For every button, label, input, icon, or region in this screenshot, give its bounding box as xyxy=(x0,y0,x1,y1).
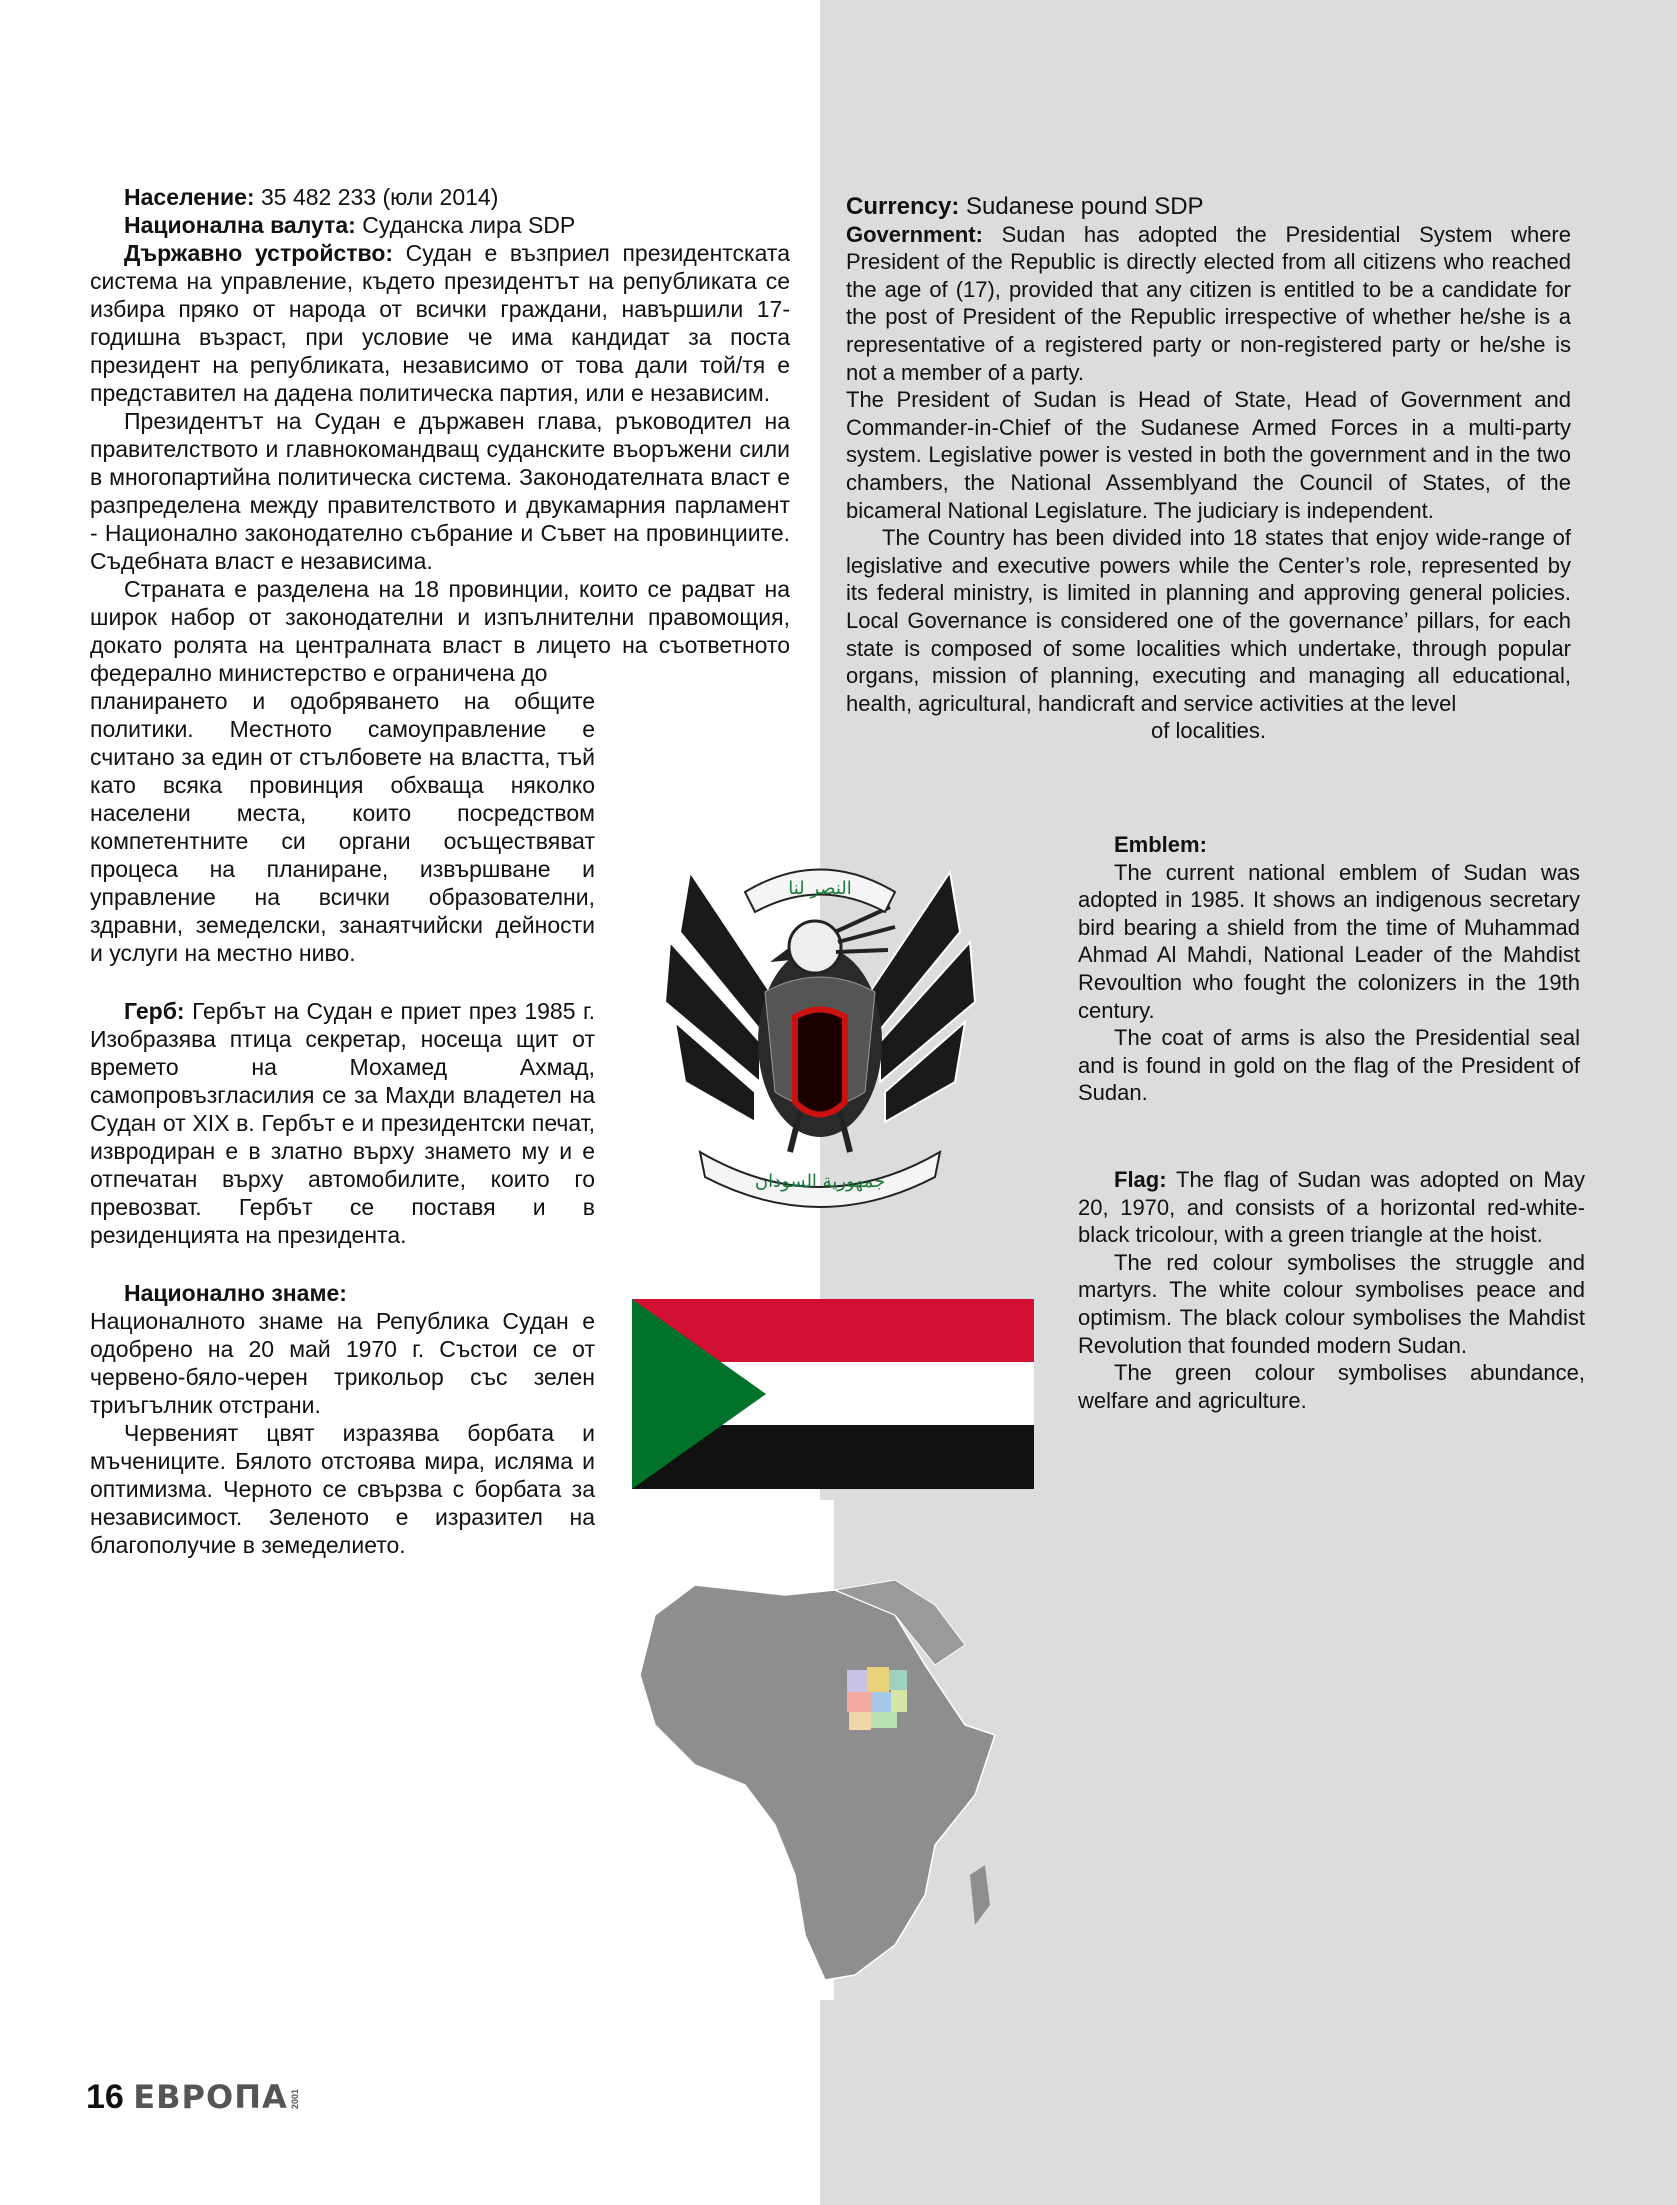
president-paragraph: Президентът на Судан е държавен глава, ръководител на правителството и главнокомандващ суданските въоръжени сили в многопартийна политическа система. Законодателната власт е разпределена между правителството и двукамарния парламент - Национално законодателно събрание и Съвет на провинциите. Съдебната власт е независима. xyxy=(90,408,790,574)
flag-paragraph-en-3: The green colour symbolises abundance, welfare and agriculture. xyxy=(1078,1360,1585,1413)
sudan-flag xyxy=(632,1299,1034,1489)
currency-line-en: Currency: Sudanese pound SDP xyxy=(846,193,1204,220)
coat-of-arms-paragraph: Герб: Гербът на Судан е приет през 1985 г. Изобразява птица секретар, носеща щит от времето на Мохамед Ахмад, самопровъзгласилия се за Махди владетел на Судан от XIX в. Гербът е и президентски печат, извродиран е в златно върху знамето му и е отпечатан върху автомобилите, които го превозват. Гербът се поставя и в резиденцията на президента. xyxy=(90,998,595,1248)
flag-paragraph-1: Националното знаме на Република Судан е одобрено на 20 май 1970 г. Състои се от червено-бяло-черен трикольор със зелен триъгълник отстрани. xyxy=(90,1308,595,1418)
madagascar xyxy=(970,1865,990,1925)
government-paragraph-en: Government: Sudan has adopted the Presidential System where President of the Republic is directly elected from all citizens who reached the age of (17), provided that any citizen is entitled to be a candidate for the post of President of the Republic irrespective of whether he/she is a representative of a registered party or non-registered party or he/she is not a member of a party. xyxy=(846,221,1571,385)
flag-section-en xyxy=(1078,1166,1585,1414)
flag-paragraph-en-1: Flag: The flag of Sudan was adopted on May 20, 1970, and consists of a horizontal red-white-black tricolour, with a green triangle at the hoist. xyxy=(1078,1167,1585,1248)
english-column xyxy=(846,193,1571,745)
magazine-logo-small: 2001 xyxy=(289,2089,300,2110)
page-number: 16 xyxy=(86,2078,124,2116)
states-end-en: of localities. xyxy=(1151,718,1266,744)
states-paragraph-en: The Country has been divided into 18 states that enjoy wide-range of legislative and executive powers while the Center’s role, represented by its federal ministry, is limited in planning and approving general policies. Local Governance is considered one of the governance’ pillars, for each state is composed of some localities which undertake, through popular organs, mission of planning, executing and managing all educational, health, agricultural, handicraft and service activities at the level xyxy=(846,525,1571,716)
emblem-banner-bottom: جمهورية السودان xyxy=(754,1171,886,1192)
flag-heading: Национално знаме: xyxy=(124,1280,347,1306)
flag-paragraph-en-2: The red colour symbolises the struggle and martyrs. The white colour symbolises peace and optimism. The black colour symbolises the Mahdist Revolution that founded modern Sudan. xyxy=(1078,1249,1585,1358)
provinces-continued: планирането и одобряването на общите политики. Местното самоуправление е считано за един от стълбовете на властта, тъй като всяка провинция обхваща няколко населени места, които посредством компетентните си органи осъществяват процеса на планиране, извършване и управление на всички образователни, здравни, земеделски, занаятчийски дейности и услуги на местно ниво. Герб: Гербът на Судан е приет през 1985 г. Изобразява птица секретар, носеща щит от времето на Мохамед Ахмад, самопровъзгласилия се за Махди владетел на Судан от XIX в. Гербът е и президентски печат, извродиран е в златно върху знамето му и е отпечатан върху автомобилите, които го превозват. Гербът се поставя и в резиденцията на президента. Национално знаме: Националното знаме на Република Судан е одобрено на 20 май 1970 г. Състои се от червено-бяло-черен трикольор със зелен триъгълник отстрани. Червеният цвят изразява борбата и мъчениците. Бялото отстоява мира, исляма и оптимизма. Черното се свързва с борбата за независимост. Зеленото е изразител на благополучие в земеделието. xyxy=(90,688,595,1558)
emblem-paragraph-1: The current national emblem of Sudan was adopted in 1985. It shows an indigenous secretary bird bearing a shield from the time of Muhammad Ahmad Al Mahdi, National Leader of the Mahdist Revoultion who fought the colonizers in the 19th century. xyxy=(1078,859,1580,1023)
page-folio xyxy=(86,2078,300,2117)
emblem-paragraph-2: The coat of arms is also the Presidential seal and is found in gold on the flag of the President of Sudan. xyxy=(1078,1025,1580,1106)
government-paragraph: Държавно устройство: Судан е възприел президентската система на управление, където президентът на републиката се избира пряко от народа от всички граждани, навършили 17-годишна възраст, при условие че има кандидат за поста президент на републиката, независимо от това дали той/тя е представител на дадена политическа партия, или е независим. xyxy=(90,240,790,406)
currency-line: Национална валута: Суданска лира SDP xyxy=(124,212,576,238)
flag-paragraph-2: Червеният цвят изразява борбата и мъчениците. Бялото отстоява мира, исляма и оптимизма. Черното се свързва с борбата за независимост. Зеленото е изразител на благополучие в земеделието. xyxy=(90,1420,595,1558)
magazine-logo: ЕВРОПА xyxy=(133,2078,288,2116)
provinces-paragraph: Страната е разделена на 18 провинции, които се радват на широк набор от законодателни и изпълнителни правомощия, докато ролята на централната власт в лицето на съответното федерално министерство е ограничена до xyxy=(90,576,790,686)
sudan-emblem-icon xyxy=(650,852,990,1212)
president-paragraph-en: The President of Sudan is Head of State, Head of Government and Commander-in-Chief of the Sudanese Armed Forces in a multi-party system. Legislative power is vested in both the government and in the two chambers, the National Assemblyand the Council of States, of the bicameral National Legislature. The judiciary is independent. xyxy=(846,387,1571,523)
emblem-banner-top: النصر لنا xyxy=(788,878,852,899)
africa-map xyxy=(635,1575,1010,1990)
emblem-heading: Emblem: xyxy=(1114,832,1207,857)
emblem-section-en xyxy=(1078,831,1580,1107)
population-line: Население: 35 482 233 (юли 2014) xyxy=(124,184,499,210)
